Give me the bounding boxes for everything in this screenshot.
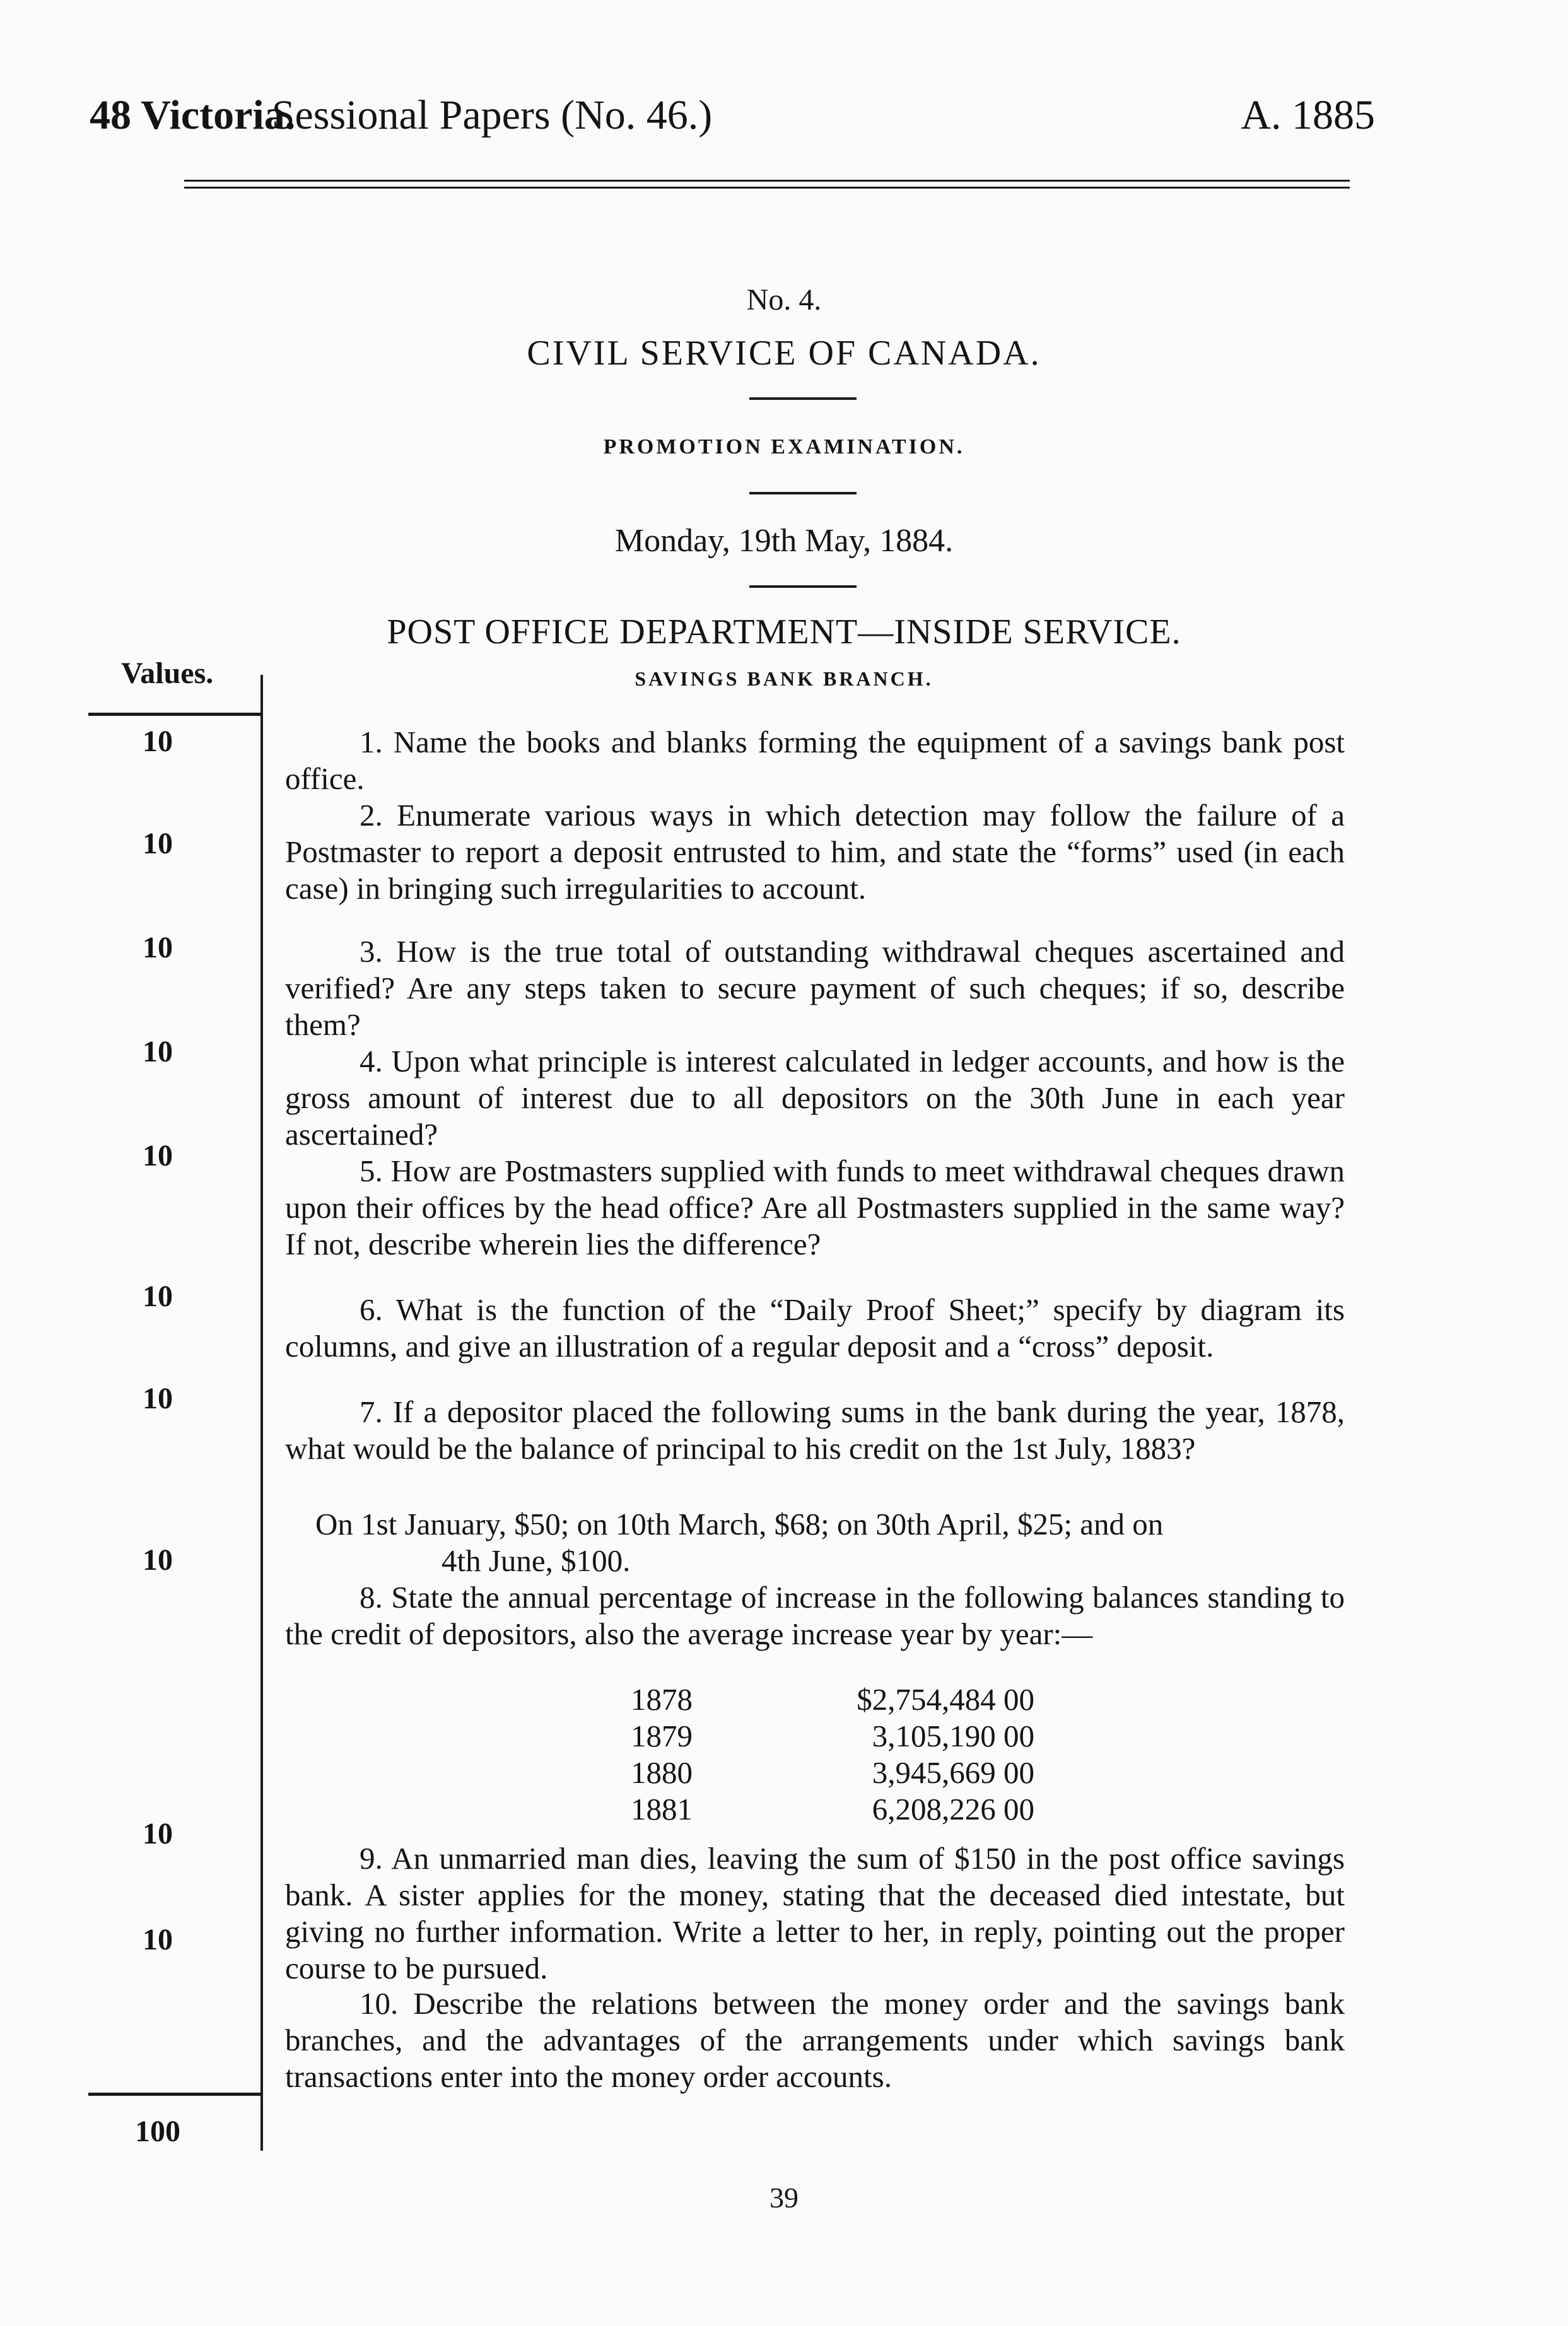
balance-year: 1880 bbox=[631, 1755, 693, 1790]
question-text: If a depositor placed the following sums in the bank during the year, 1878, what would be the balance of principal to his credit on the 1st July, 1883? bbox=[285, 1394, 1345, 1466]
balance-row bbox=[631, 1681, 1034, 1718]
balance-year: 1879 bbox=[631, 1719, 693, 1753]
question-number: 9. bbox=[360, 1841, 383, 1876]
question-text: An unmarried man dies, leaving the sum of $150 in the post office savings bank. A sister applies for the money, stating that the deceased died intestate, but giving no further information. Write a letter to her, in reply, pointing out the proper course to be pursued. bbox=[285, 1841, 1345, 1985]
total-rule bbox=[88, 2093, 260, 2096]
question-number: 1. bbox=[360, 725, 383, 759]
branch-heading: SAVINGS BANK BRANCH. bbox=[635, 667, 933, 690]
question-value: 10 bbox=[143, 1280, 173, 1313]
question-value: 10 bbox=[143, 1817, 173, 1850]
question-text: State the annual percentage of increase in the following balances standing to the credit of depositors, also the average increase year by year:— bbox=[285, 1580, 1345, 1651]
question-text: Upon what principle is interest calculated in ledger accounts, and how is the gross amount of interest due to all depositors on the 30th June in each year ascertained? bbox=[285, 1044, 1345, 1152]
deposit-line: On 1st January, $50; on 10th March, $68; on 30th April, $25; and on bbox=[315, 1507, 1164, 1541]
question-value: 10 bbox=[143, 1543, 173, 1577]
header-rule-top bbox=[184, 180, 1350, 182]
question-value: 10 bbox=[143, 1923, 173, 1956]
header-rule-bottom bbox=[184, 187, 1350, 189]
question-number: 8. bbox=[360, 1580, 383, 1615]
balance-amount: $2,754,484 00 bbox=[857, 1682, 1034, 1717]
date-divider bbox=[749, 585, 857, 588]
question-value: 10 bbox=[143, 827, 173, 860]
department-heading: POST OFFICE DEPARTMENT—INSIDE SERVICE. bbox=[387, 612, 1181, 652]
question-item bbox=[285, 1292, 1345, 1365]
question-item bbox=[285, 1985, 1345, 2095]
question-item bbox=[285, 797, 1345, 907]
question-text: Enumerate various ways in which detection may follow the failure of a Postmaster to report a deposit entrusted to him, and state the “forms” used (in each case) in bringing such irregularities to account. bbox=[285, 798, 1345, 906]
balance-row bbox=[631, 1755, 1034, 1791]
exam-type: PROMOTION EXAMINATION. bbox=[603, 435, 965, 459]
question-number: 5. bbox=[360, 1154, 383, 1188]
question-text: Describe the relations between the money order and the savings bank branches, and the advantages of the arrangements under which savings bank transactions enter into the money order accounts. bbox=[285, 1986, 1345, 2094]
values-column-rule bbox=[260, 675, 263, 2151]
balance-year: 1878 bbox=[631, 1682, 693, 1717]
question-value: 10 bbox=[143, 1382, 173, 1415]
title-divider bbox=[749, 397, 857, 400]
question-number: 6. bbox=[360, 1292, 383, 1327]
question-item bbox=[285, 1840, 1345, 1987]
exam-number: No. 4. bbox=[746, 283, 822, 317]
question-text: What is the function of the “Daily Proof Sheet;” specify by diagram its columns, and give an illustration of a regular deposit and a “cross” deposit. bbox=[285, 1292, 1345, 1364]
question-number: 2. bbox=[360, 798, 383, 833]
question-value: 10 bbox=[143, 1035, 173, 1068]
question-number: 3. bbox=[360, 934, 383, 969]
question-text: How are Postmasters supplied with funds to meet withdrawal cheques drawn upon their offices by the head office? Are all Postmasters supplied in the same way? If not, describe wherein lies the difference? bbox=[285, 1154, 1345, 1261]
question-value: 10 bbox=[143, 725, 173, 758]
balances-table bbox=[631, 1681, 1034, 1828]
balance-year: 1881 bbox=[631, 1792, 693, 1826]
deposit-line: 4th June, $100. bbox=[442, 1543, 631, 1578]
balance-amount: 6,208,226 00 bbox=[872, 1792, 1034, 1826]
exam-date: Monday, 19th May, 1884. bbox=[614, 523, 954, 559]
question-text: Name the books and blanks forming the equipment of a savings bank post office. bbox=[285, 725, 1345, 796]
question-item bbox=[285, 1153, 1345, 1263]
page-number: 39 bbox=[769, 2182, 799, 2214]
question-number: 7. bbox=[360, 1394, 383, 1429]
exam-divider bbox=[749, 492, 857, 494]
page-title: CIVIL SERVICE OF CANADA. bbox=[527, 334, 1041, 373]
values-header-rule bbox=[88, 713, 260, 716]
header-papers: Sessional Papers (No. 46.) bbox=[271, 92, 713, 138]
balance-row bbox=[631, 1791, 1034, 1828]
question-number: 10. bbox=[360, 1986, 399, 2021]
question-value: 10 bbox=[143, 1139, 173, 1172]
header-year: A. 1885 bbox=[1241, 92, 1375, 138]
header-session: 48 Victoria. bbox=[90, 92, 296, 138]
balance-row bbox=[631, 1718, 1034, 1755]
question-number: 4. bbox=[360, 1044, 383, 1078]
balance-amount: 3,945,669 00 bbox=[872, 1755, 1034, 1790]
balance-amount: 3,105,190 00 bbox=[872, 1719, 1034, 1753]
question-text: How is the true total of outstanding withdrawal cheques ascertained and verified? Are any steps taken to secure payment of such cheques; if so, describe them? bbox=[285, 934, 1345, 1042]
question-item bbox=[285, 724, 1345, 797]
question-item bbox=[285, 1394, 1345, 1467]
question-item bbox=[285, 933, 1345, 1043]
total-value: 100 bbox=[135, 2115, 180, 2148]
values-header: Values. bbox=[121, 657, 214, 690]
question-item bbox=[285, 1043, 1345, 1153]
question-item bbox=[285, 1579, 1345, 1652]
deposit-schedule bbox=[315, 1506, 1343, 1579]
question-value: 10 bbox=[143, 931, 173, 964]
